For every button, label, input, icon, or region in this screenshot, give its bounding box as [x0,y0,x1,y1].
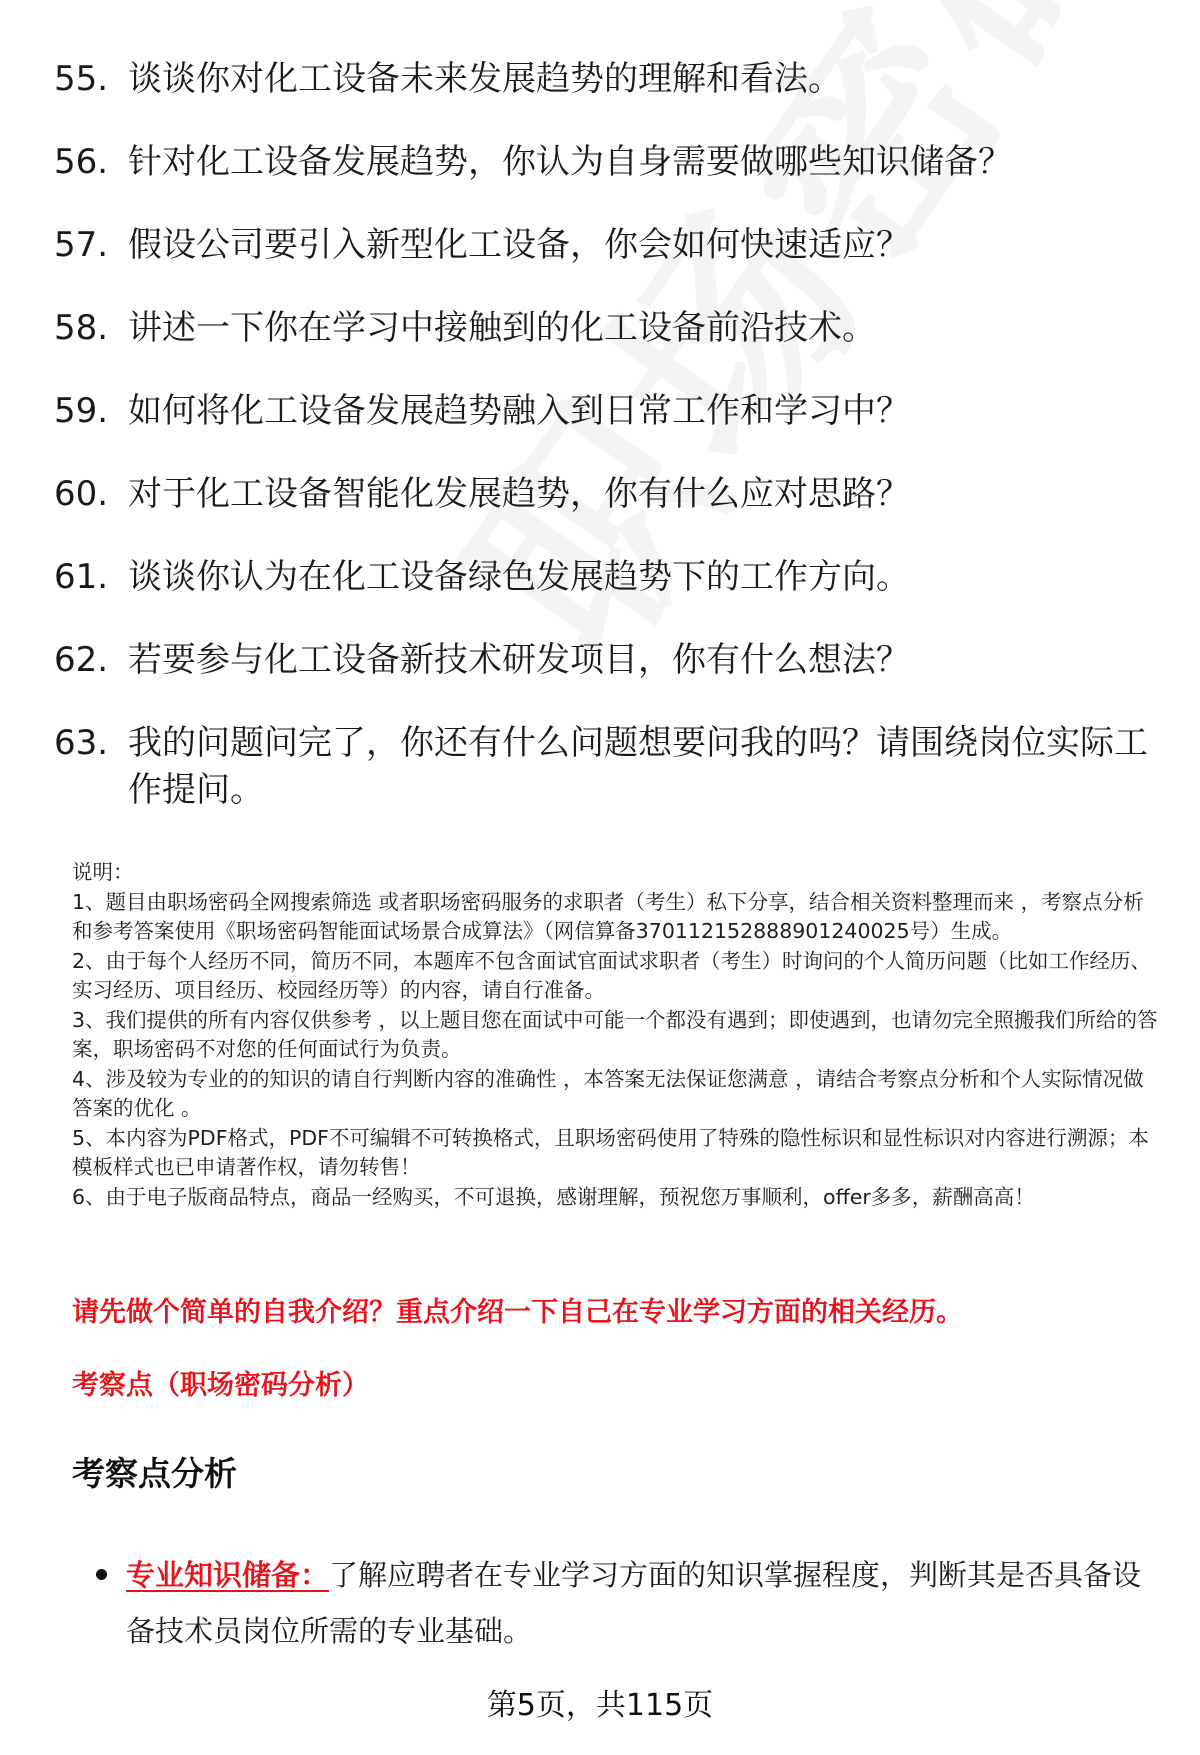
question-item [54,388,1154,435]
note-item: 4、涉及较为专业的的知识的请自行判断内容的准确性 ，本答案无法保证您满意 ，请结合考察点分析和个人实际情况做答案的优化 。 [72,1066,1144,1120]
question-item [54,305,1154,352]
question-item [54,222,1154,269]
bullet-key: 专业知识储备： [126,1558,330,1592]
bullet-text: 了解应聘者在专业学习方面的知识掌握程度，判断其是否具备设备技术员岗位所需的专业基础。 [126,1558,1142,1648]
question-number: 59. [54,391,109,431]
question-item [54,720,1154,814]
question-number: 56. [54,142,109,182]
question-text: 谈谈你对化工设备未来发展趋势的理解和看法。 [128,59,842,99]
notes-section [72,858,1162,1212]
bullet-content [126,1547,1156,1659]
question-item [54,139,1154,186]
featured-question: 请先做个简单的自我介绍？重点介绍一下自己在专业学习方面的相关经历。 [72,1297,963,1328]
question-text: 谈谈你认为在化工设备绿色发展趋势下的工作方向。 [128,557,910,597]
question-item [54,637,1154,684]
question-text: 若要参与化工设备新技术研发项目，你有什么想法？ [128,640,910,680]
note-item: 3、我们提供的所有内容仅供参考 ，以上题目您在面试中可能一个都没有遇到；即使遇到，也请勿完全照搬我们所给的答案，职场密码不对您的任何面试行为负责。 [72,1007,1158,1061]
question-text: 假设公司要引入新型化工设备，你会如何快速适应？ [128,225,910,265]
note-item: 6、由于电子版商品特点，商品一经购买，不可退换，感谢理解，预祝您万事顺利，offer多多，薪酬高高！ [72,1184,1035,1209]
question-text: 对于化工设备智能化发展趋势，你有什么应对思路？ [128,474,910,514]
note-item: 2、由于每个人经历不同，简历不同，本题库不包含面试官面试求职者（考生）时询问的个人简历问题（比如工作经历、实习经历、项目经历、校园经历等）的内容，请自行准备。 [72,948,1152,1002]
section-title: 考察点分析 [72,1454,237,1493]
question-number: 62. [54,640,109,680]
question-item [54,56,1154,103]
question-number: 60. [54,474,109,514]
question-number: 58. [54,308,109,348]
question-number: 57. [54,225,109,265]
question-text: 我的问题问完了，你还有什么问题想要问我的吗？请围绕岗位实际工作提问。 [128,723,1148,810]
analysis-label: 考察点（职场密码分析） [72,1370,369,1401]
question-number: 63. [54,723,109,763]
bullet-item [96,1547,1156,1659]
question-item [54,471,1154,518]
question-number: 55. [54,59,109,99]
notes-title: 说明： [72,860,134,884]
question-text: 讲述一下你在学习中接触到的化工设备前沿技术。 [128,308,876,348]
question-text: 针对化工设备发展趋势，你认为自身需要做哪些知识储备？ [128,142,1012,182]
note-item: 1、题目由职场密码全网搜索筛选 或者职场密码服务的求职者（考生）私下分享，结合相关资料整理而来 ，考察点分析和参考答案使用《职场密码智能面试场景合成算法》（网信算备370112152888901240025号）生成。 [72,889,1144,943]
question-item [54,554,1154,601]
question-list [54,56,1154,850]
note-item: 5、本内容为PDF格式，PDF不可编辑不可转换格式，且职场密码使用了特殊的隐性标识和显性标识对内容进行溯源；本模板样式也已申请著作权，请勿转售！ [72,1125,1149,1179]
question-number: 61. [54,557,109,597]
bullet-icon [96,1569,107,1580]
question-text: 如何将化工设备发展趋势融入到日常工作和学习中？ [128,391,910,431]
page-footer: 第5页，共115页 [486,1688,714,1723]
